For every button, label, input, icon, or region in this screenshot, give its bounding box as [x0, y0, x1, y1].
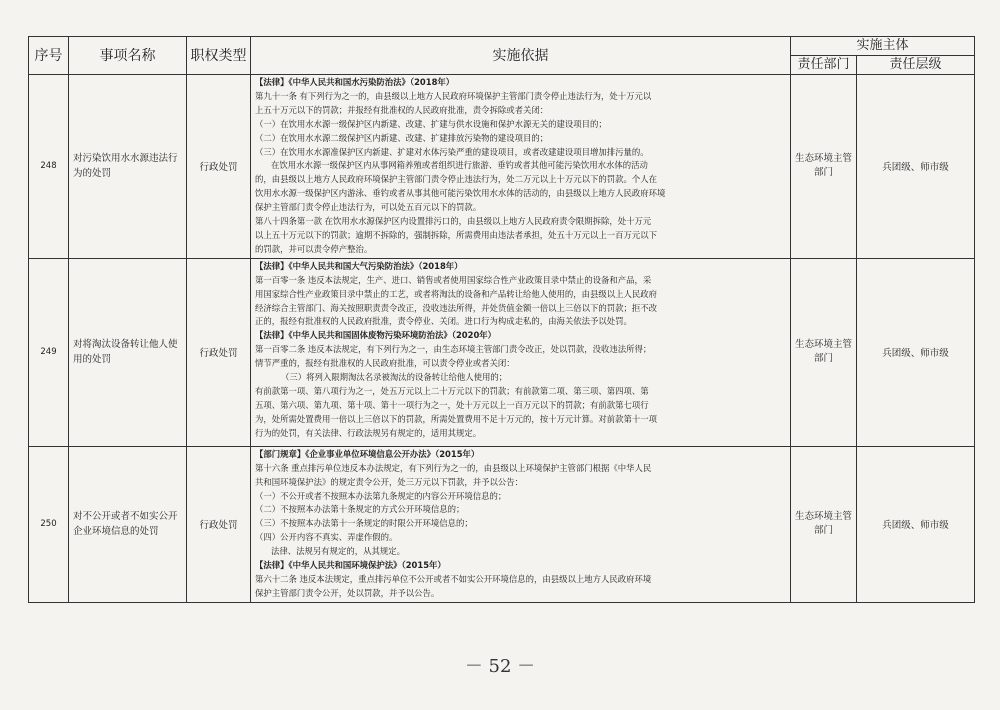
- basis-line: 【部门规章】《企业事业单位环境信息公开办法》（2015年）: [255, 448, 480, 459]
- basis-line: （一）不公开或者不按照本办法第九条规定的内容公开环境信息的；: [255, 490, 507, 501]
- basis-line: （二）不按照本办法第十条规定的方式公开环境信息的；: [255, 504, 465, 515]
- basis-line: 法律、法规另有规定的，从其规定。: [271, 546, 405, 557]
- basis-line: （一）在饮用水水源一级保护区内新建、改建、扩建与供水设施和保护水源无关的建设项目的；: [255, 118, 607, 129]
- basis-line: 正的，报经有批准权的人民政府批准，责令停业、关闭。进口行为构成走私的，由海关依法予以处罚。: [255, 316, 632, 327]
- basis-line: 五项、第六项、第九项、第十项、第十一项行为之一，处十万元以上一百万元以下的罚款；有前款第七项行: [255, 399, 649, 410]
- basis-line: 第一百零一条 违反本法规定，生产、进口、销售或者使用国家综合性产业政策目录中禁止的设备和产品，采: [255, 274, 652, 285]
- basis-line: 第六十二条 违反本法规定，重点排污单位不公开或者不如实公开环境信息的，由县级以上地方人民政府环境: [255, 573, 652, 584]
- row-serial: 248: [29, 75, 69, 259]
- row-authority-type: 行政处罚: [187, 446, 251, 602]
- table-row: [29, 446, 975, 602]
- enforcement-table: [28, 36, 975, 603]
- basis-line: 在饮用水水源一级保护区内从事网箱养殖或者组织进行旅游、垂钓或者其他可能污染饮用水水体的活动: [271, 160, 648, 171]
- header-serial: 序号: [29, 37, 69, 75]
- page-number: － 52 －: [464, 656, 536, 677]
- basis-line: 保护主管部门责令停止违法行为，可以处五百元以下的罚款。: [255, 202, 482, 213]
- basis-line: 用国家综合性产业政策目录中禁止的工艺，或者将淘汰的设备和产品转让给他人使用的，由县级以上人民政府: [255, 288, 657, 299]
- basis-line: 【法律】《中华人民共和国水污染防治法》（2018年）: [255, 77, 455, 87]
- basis-line: （三）不按照本办法第十一条规定的时限公开环境信息的；: [255, 518, 473, 529]
- basis-line: 保护主管部门责令公开，处以罚款，并予以公告。: [255, 587, 440, 598]
- basis-line: 共和国环境保护法》的规定责令公开，处三万元以下罚款，并予以公告：: [255, 476, 523, 487]
- header-row: [29, 37, 975, 56]
- basis-line: 上五十万元以下的罚款；并报经有批准权的人民政府批准，责令拆除或者关闭：: [255, 104, 549, 115]
- basis-line: 第八十四条第一款 在饮用水水源保护区内设置排污口的，由县级以上地方人民政府责令限期拆除，处十万元: [255, 216, 652, 227]
- header-subject: 实施主体: [791, 37, 975, 56]
- header-dept: 责任部门: [791, 56, 857, 75]
- basis-line: （三）将列入限期淘汰名录被淘汰的设备转让给他人使用的；: [281, 372, 508, 383]
- row-basis: [251, 75, 791, 259]
- row-dept: 生态环境主管部门: [791, 75, 857, 259]
- basis-line: 第一百零二条 违反本法规定，有下列行为之一，由生态环境主管部门责令改正，处以罚款，没收违法所得；: [255, 344, 652, 355]
- table-row: [29, 75, 975, 259]
- row-level: 兵团级、师市级: [857, 446, 975, 602]
- row-serial: 249: [29, 258, 69, 446]
- basis-line: 第十六条 重点排污单位违反本办法规定，有下列行为之一的，由县级以上环境保护主管部门根据《中华人民: [255, 462, 652, 473]
- table-row: [29, 258, 975, 446]
- basis-line: 的，由县级以上地方人民政府环境保护主管部门责令停止违法行为，处二万元以上十万元以下的罚款。个人在: [255, 174, 657, 185]
- basis-line: 【法律】《中华人民共和国固体废物污染环境防治法》（2020年）: [255, 330, 497, 341]
- basis-line: （四）公开内容不真实、弄虚作假的。: [255, 532, 398, 543]
- row-item-name: 对将淘汰设备转让他人使用的处罚: [69, 258, 187, 446]
- row-authority-type: 行政处罚: [187, 258, 251, 446]
- row-level: 兵团级、师市级: [857, 258, 975, 446]
- header-item-name: 事项名称: [69, 37, 187, 75]
- header-basis: 实施依据: [251, 37, 791, 75]
- basis-line: 饮用水水源一级保护区内游泳、垂钓或者从事其他可能污染饮用水水体的活动的，由县级以上地方人民政府环境: [255, 188, 666, 199]
- row-basis: [251, 446, 791, 602]
- basis-line: 以上五十万元以下的罚款；逾期不拆除的，强制拆除，所需费用由违法者承担，处五十万元以上一百万元以下: [255, 229, 657, 240]
- row-dept: 生态环境主管部门: [791, 258, 857, 446]
- basis-line: （二）在饮用水水源二级保护区内新建、改建、扩建排放污染物的建设项目的；: [255, 132, 549, 143]
- row-dept: 生态环境主管部门: [791, 446, 857, 602]
- basis-line: （三）在饮用水水源准保护区内新建、扩建对水体污染严重的建设项目，或者改建建设项目增加排污量的。: [255, 146, 649, 157]
- row-level: 兵团级、师市级: [857, 75, 975, 259]
- row-item-name: 对不公开或者不如实公开企业环境信息的处罚: [69, 446, 187, 602]
- row-serial: 250: [29, 446, 69, 602]
- row-item-name: 对污染饮用水水源违法行为的处罚: [69, 75, 187, 259]
- header-authority-type: 职权类型: [187, 37, 251, 75]
- basis-line: 第九十一条 有下列行为之一的，由县级以上地方人民政府环境保护主管部门责令停止违法行为，处十万元以: [255, 90, 652, 101]
- basis-line: 为，处所需处置费用一倍以上三倍以下的罚款，所需处置费用不足十万元的，按十万元计算。对前款第十一项: [255, 413, 657, 424]
- basis-line: 经济综合主管部门、海关按照职责责令改正，没收违法所得，并处货值金额一倍以上三倍以下的罚款；拒不改: [255, 302, 657, 313]
- basis-line: 行为的处罚，有关法律、行政法规另有规定的，适用其规定。: [255, 427, 482, 438]
- basis-line: 有前款第一项、第八项行为之一，处五万元以上二十万元以下的罚款；有前款第二项、第三项、第四项、第: [255, 385, 649, 396]
- row-basis: [251, 258, 791, 446]
- basis-line: 的罚款，并可以责令停产整治。: [255, 243, 373, 254]
- basis-line: 【法律】《中华人民共和国大气污染防治法》（2018年）: [255, 260, 463, 271]
- basis-line: 情节严重的，报经有批准权的人民政府批准，可以责令停业或者关闭：: [255, 358, 515, 369]
- basis-line: 【法律】《中华人民共和国环境保护法》（2015年）: [255, 560, 446, 571]
- row-authority-type: 行政处罚: [187, 75, 251, 259]
- header-level: 责任层级: [857, 56, 975, 75]
